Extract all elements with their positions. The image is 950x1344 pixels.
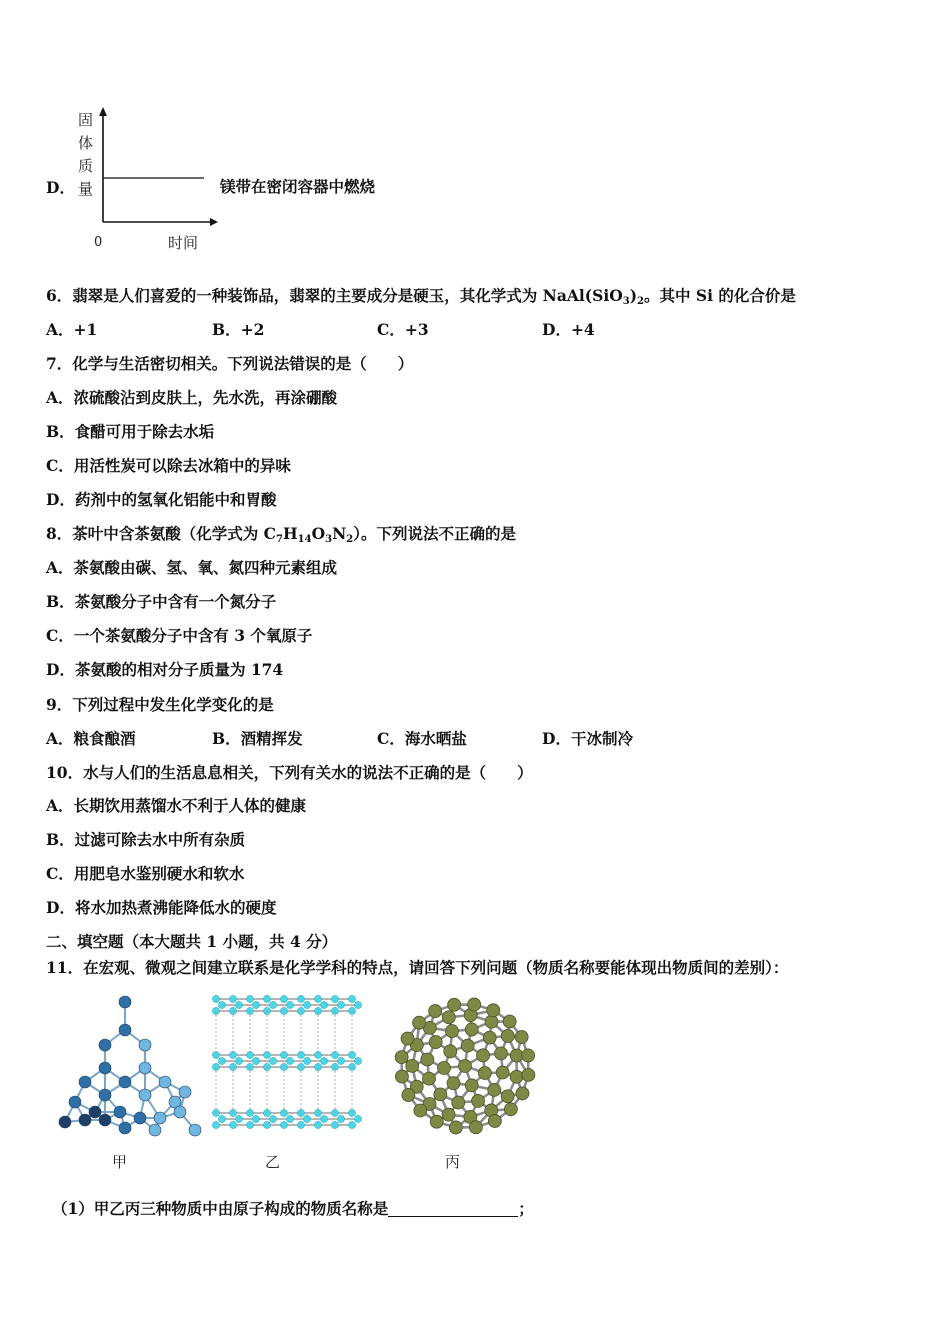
c60-atom	[448, 998, 461, 1011]
c60-atom	[423, 1072, 436, 1085]
graphite-atom	[280, 995, 287, 1002]
label-yi: 乙	[265, 1153, 281, 1171]
graphite-atom	[212, 1121, 219, 1128]
c60-atom	[413, 1016, 426, 1029]
c60-atom	[487, 1004, 500, 1017]
c60-atom	[401, 1032, 414, 1045]
graphite-atom	[348, 1121, 355, 1128]
c60-atom	[459, 1060, 472, 1073]
q5-option-d-label: D．	[46, 178, 75, 197]
q7-stem: 7．化学与生活密切相关。下列说法错误的是（ ）	[46, 354, 414, 373]
c60-atom	[449, 1121, 462, 1134]
q5-d-caption: 镁带在密闭容器中燃烧	[220, 177, 376, 196]
diamond-atom	[79, 1076, 91, 1088]
graphite-atom	[331, 1121, 338, 1128]
c60-atom	[472, 1094, 485, 1107]
c60-atom	[485, 1015, 498, 1028]
q8-option-a[interactable]: A．茶氨酸由碳、氢、氧、氮四种元素组成	[46, 558, 338, 577]
c60-atom	[434, 1088, 447, 1101]
c60-atom	[421, 1053, 434, 1066]
diamond-atom	[119, 996, 131, 1008]
graphite-atom	[235, 1115, 242, 1122]
graphite-atom	[269, 1115, 276, 1122]
section-title: 二、填空题（本大题共 1 小题，共 4 分）	[46, 932, 338, 951]
c60-atom	[452, 1096, 465, 1109]
graphite-atom	[252, 1001, 259, 1008]
diamond-structure-image	[45, 990, 210, 1138]
diamond-atom	[139, 1039, 151, 1051]
c60-atom	[477, 1049, 490, 1062]
q8-option-c[interactable]: C．一个茶氨酸分子中含有 3 个氧原子	[46, 626, 313, 645]
diamond-atom	[119, 1024, 131, 1036]
diamond-atom	[119, 1076, 131, 1088]
graphite-atom	[286, 1057, 293, 1064]
c60-atom	[395, 1070, 408, 1083]
q8-stem: 8．茶叶中含茶氨酸（化学式为 $C_7H_{14}O_3N_2$）。下列说法不正确的是	[46, 524, 516, 545]
graphite-atom	[269, 1001, 276, 1008]
graphite-atom	[314, 995, 321, 1002]
diamond-atom	[114, 1106, 126, 1118]
q6-option-c[interactable]: C．+3	[377, 320, 429, 339]
c60-atom	[522, 1068, 535, 1081]
q10-stem: 10．水与人们的生活息息相关，下列有关水的说法不正确的是（ ）	[46, 763, 533, 782]
x-axis-label: 时间	[168, 234, 199, 252]
graphite-atom	[263, 995, 270, 1002]
c60-atom	[402, 1088, 415, 1101]
diamond-atom	[99, 1062, 111, 1074]
graphite-atom	[320, 1115, 327, 1122]
y-axis-char-3: 质	[78, 157, 94, 175]
c60-atom	[445, 1025, 458, 1038]
diamond-atom	[59, 1116, 71, 1128]
graphite-atom	[337, 1057, 344, 1064]
graphite-atom	[246, 995, 253, 1002]
diamond-atom	[134, 1112, 146, 1124]
graphite-atom	[320, 1057, 327, 1064]
c60-atom	[447, 1077, 460, 1090]
graphite-atom	[337, 1115, 344, 1122]
diamond-atom	[119, 1122, 131, 1134]
c60-atom	[478, 1067, 491, 1080]
graphite-atom	[218, 1057, 225, 1064]
graphite-atom	[354, 1115, 361, 1122]
diamond-atom	[179, 1086, 191, 1098]
c60-atom	[465, 1079, 478, 1092]
graphite-atom	[337, 1001, 344, 1008]
label-bing: 丙	[445, 1153, 461, 1171]
q8-option-d[interactable]: D．茶氨酸的相对分子质量为 174	[46, 660, 284, 679]
q10-option-c[interactable]: C．用肥皂水鉴别硬水和软水	[46, 864, 245, 883]
graphite-atom	[348, 995, 355, 1002]
label-jia: 甲	[112, 1153, 128, 1171]
c60-atom	[465, 1023, 478, 1036]
graphite-atom	[303, 1115, 310, 1122]
q7-option-a[interactable]: A．浓硫酸沾到皮肤上，先水洗，再涂硼酸	[46, 388, 338, 407]
q9-option-b[interactable]: B．酒精挥发	[212, 729, 303, 748]
q8-option-b[interactable]: B．茶氨酸分子中含有一个氮分子	[46, 592, 277, 611]
graphite-atom	[303, 1001, 310, 1008]
graphite-atom	[354, 1001, 361, 1008]
y-axis-char-4: 量	[78, 180, 94, 198]
graphite-atom	[303, 1057, 310, 1064]
graphite-atom	[235, 1057, 242, 1064]
q11-stem: 11．在宏观、微观之间建立联系是化学学科的特点，请回答下列问题（物质名称要能体现出物质间的差别）：	[46, 958, 789, 977]
graphite-atom	[286, 1115, 293, 1122]
graphite-atom	[286, 1001, 293, 1008]
graphite-atom	[354, 1057, 361, 1064]
q11-sub1: （1）甲乙丙三种物质中由原子构成的物质名称是 ；	[52, 1199, 534, 1218]
c60-atom	[496, 1066, 509, 1079]
q7-option-c[interactable]: C．用活性炭可以除去冰箱中的异味	[46, 456, 291, 475]
q10-option-d[interactable]: D．将水加热煮沸能降低水的硬度	[46, 898, 277, 917]
c60-atom	[437, 1062, 450, 1075]
c60-atom	[488, 1083, 501, 1096]
q7-option-b[interactable]: B．食醋可用于除去水垢	[46, 422, 215, 441]
y-axis-char-2: 体	[78, 134, 94, 152]
graph-origin: 0	[94, 235, 103, 250]
graphite-atom	[269, 1057, 276, 1064]
diamond-atom	[139, 1062, 151, 1074]
diamond-atom	[174, 1106, 186, 1118]
c60-atom	[488, 1114, 501, 1127]
q10-option-a[interactable]: A．长期饮用蒸馏水不利于人体的健康	[46, 796, 307, 815]
answer-blank[interactable]	[388, 1202, 518, 1217]
c60-atom	[494, 1047, 507, 1060]
q9-stem: 9．下列过程中发生化学变化的是	[46, 695, 274, 714]
c60-atom	[516, 1087, 529, 1100]
graphite-atom	[314, 1121, 321, 1128]
diamond-atom	[154, 1112, 166, 1124]
c60-atom	[414, 1104, 427, 1117]
c60-structure-image	[385, 988, 545, 1148]
q7-option-d[interactable]: D．药剂中的氢氧化铝能中和胃酸	[46, 490, 277, 509]
c60-atom	[522, 1049, 535, 1062]
c60-atom	[501, 1090, 514, 1103]
c60-atom	[395, 1051, 408, 1064]
c60-atom	[515, 1031, 528, 1044]
graphite-atom	[218, 1115, 225, 1122]
graphite-atom	[252, 1057, 259, 1064]
q6-option-d[interactable]: D．+4	[542, 320, 595, 339]
graphite-structure-image	[208, 985, 363, 1135]
graphite-atom	[320, 1001, 327, 1008]
c60-atom	[503, 1015, 516, 1028]
c60-atom	[442, 1108, 455, 1121]
c60-atom	[429, 1005, 442, 1018]
c60-atom	[406, 1059, 419, 1072]
y-axis-char-1: 固	[78, 111, 94, 129]
c60-atom	[429, 1036, 442, 1049]
c60-atom	[504, 1103, 517, 1116]
graphite-atom	[218, 1001, 225, 1008]
diamond-atom	[89, 1106, 101, 1118]
diamond-atom	[99, 1089, 111, 1101]
q9-option-a[interactable]: A．粮食酿酒	[46, 729, 136, 748]
c60-atom	[461, 1039, 474, 1052]
q10-option-b[interactable]: B．过滤可除去水中所有杂质	[46, 830, 246, 849]
c60-atom	[442, 1011, 455, 1024]
diamond-atom	[189, 1124, 201, 1136]
q6-option-b[interactable]: B．+2	[212, 320, 265, 339]
c60-atom	[468, 998, 481, 1011]
diamond-atom	[139, 1089, 151, 1101]
graphite-atom	[297, 1121, 304, 1128]
q9-option-d[interactable]: D．干冰制冷	[542, 729, 633, 748]
diamond-atom	[99, 1039, 111, 1051]
c60-atom	[469, 1121, 482, 1134]
graphite-atom	[252, 1115, 259, 1122]
diamond-atom	[149, 1124, 161, 1136]
q6-stem: 6．翡翠是人们喜爱的一种装饰品，翡翠的主要成分是硬玉，其化学式为 $NaAl(SiO_3)_2$。其中 Si 的化合价是	[46, 286, 796, 307]
c60-atom	[501, 1030, 514, 1043]
graphite-atom	[263, 1121, 270, 1128]
graphite-atom	[235, 1001, 242, 1008]
diamond-atom	[99, 1114, 111, 1126]
graphite-atom	[280, 1121, 287, 1128]
graphite-atom	[229, 995, 236, 1002]
c60-atom	[430, 1115, 443, 1128]
c60-atom	[510, 1070, 523, 1083]
graphite-atom	[297, 995, 304, 1002]
q9-option-c[interactable]: C．海水晒盐	[377, 729, 467, 748]
diamond-atom	[79, 1114, 91, 1126]
diamond-atom	[69, 1096, 81, 1108]
diamond-atom	[159, 1076, 171, 1088]
graphite-atom	[229, 1121, 236, 1128]
graphite-atom	[331, 995, 338, 1002]
c60-atom	[444, 1045, 457, 1058]
graphite-atom	[246, 1121, 253, 1128]
q6-option-a[interactable]: A．+1	[46, 320, 98, 339]
graphite-atom	[212, 995, 219, 1002]
c60-atom	[483, 1031, 496, 1044]
